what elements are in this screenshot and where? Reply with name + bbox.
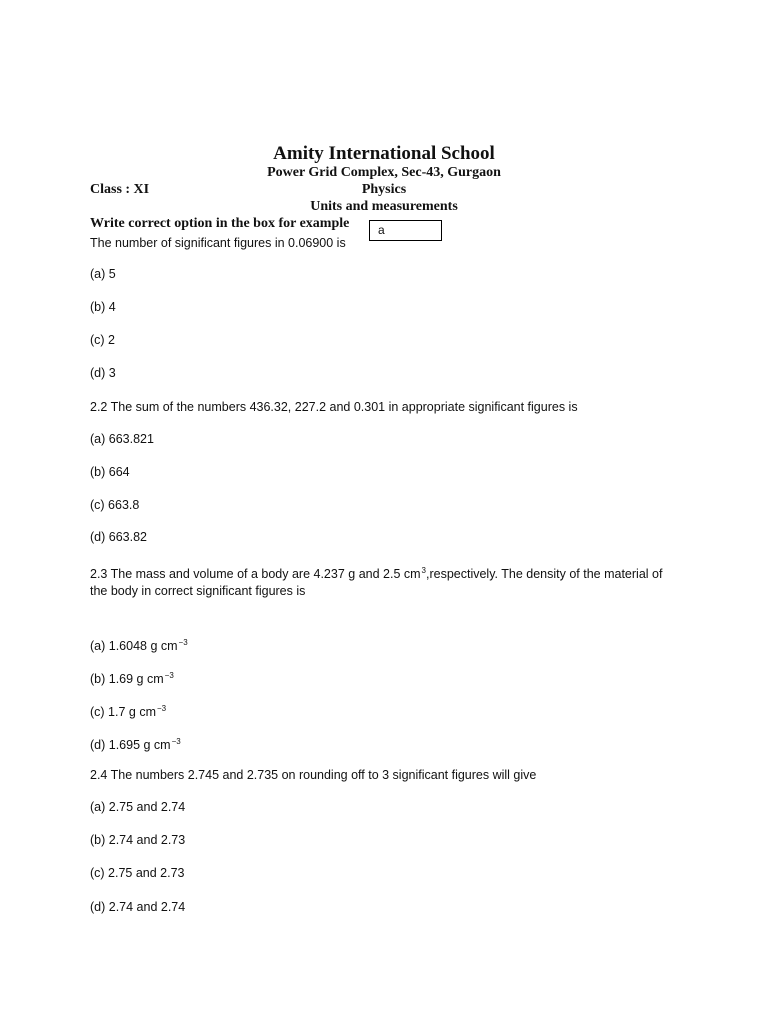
q2-option-c: (c) 663.8 [90, 498, 140, 512]
chapter-title: Units and measurements [310, 199, 458, 214]
q3-option-c-text: (c) 1.7 g cm [90, 705, 156, 719]
question-2-4: 2.4 The numbers 2.745 and 2.735 on rounding off to 3 significant figures will give [90, 768, 537, 782]
school-address: Power Grid Complex, Sec-43, Gurgaon [267, 165, 501, 180]
q4-option-a: (a) 2.75 and 2.74 [90, 800, 186, 814]
question-2-3-line2: the body in correct significant figures is [90, 584, 306, 598]
q3-option-a [90, 633, 188, 656]
q2-option-d: (d) 663.82 [90, 530, 147, 544]
q3-option-d-exponent: −3 [171, 737, 181, 746]
q3-option-c-exponent: −3 [157, 704, 167, 713]
subject-title: Physics [361, 182, 407, 197]
q3-option-d-text: (d) 1.695 g cm [90, 738, 171, 752]
example-option-d: (d) 3 [90, 366, 116, 380]
q3-superscript: 3 [421, 566, 426, 575]
q4-option-c: (c) 2.75 and 2.73 [90, 866, 185, 880]
example-option-c: (c) 2 [90, 333, 115, 347]
q3-option-b-exponent: −3 [164, 671, 174, 680]
q3-option-c [90, 699, 166, 722]
school-name: Amity International School [273, 143, 495, 164]
q4-option-d: (d) 2.74 and 2.74 [90, 900, 186, 914]
example-option-a: (a) 5 [90, 267, 116, 281]
example-question: The number of significant figures in 0.06900 is [90, 236, 346, 250]
q3-option-b [90, 666, 174, 689]
example-option-b: (b) 4 [90, 300, 116, 314]
q4-option-b: (b) 2.74 and 2.73 [90, 833, 186, 847]
q2-option-b: (b) 664 [90, 465, 130, 479]
q2-option-a: (a) 663.821 [90, 432, 154, 446]
q3-option-b-text: (b) 1.69 g cm [90, 672, 164, 686]
class-label: Class : XI [90, 182, 150, 197]
answer-box: a [369, 220, 442, 241]
q3-option-d [90, 732, 181, 755]
question-2-2: 2.2 The sum of the numbers 436.32, 227.2 and 0.301 in appropriate significant figures is [90, 400, 578, 414]
q3-text-part2: ,respectively. The density of the material of [425, 567, 663, 581]
q3-text-part1: 2.3 The mass and volume of a body are 4.237 g and 2.5 cm [90, 567, 421, 581]
q3-option-a-exponent: −3 [178, 638, 188, 647]
instruction-text: Write correct option in the box for example [90, 216, 350, 231]
q3-option-a-text: (a) 1.6048 g cm [90, 639, 178, 653]
